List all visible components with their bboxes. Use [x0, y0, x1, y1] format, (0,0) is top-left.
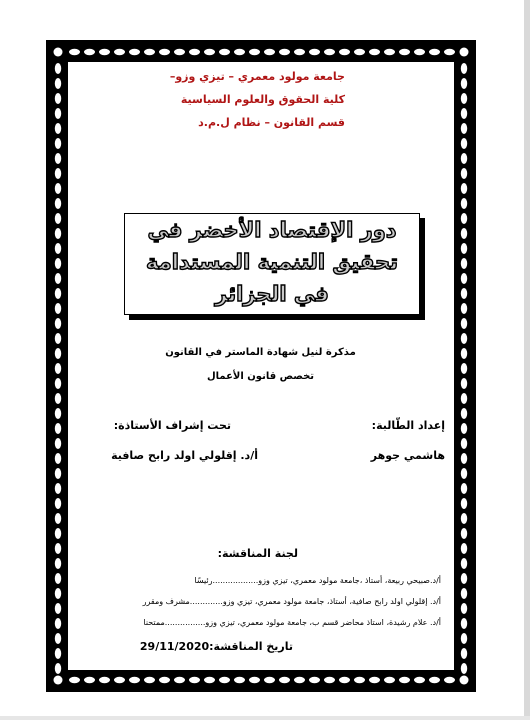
ornament-leaf	[461, 63, 467, 74]
ornament-leaf	[461, 513, 467, 524]
ornament-leaf	[55, 618, 61, 629]
ornament-leaf	[55, 93, 61, 104]
ornament-leaf	[461, 348, 467, 359]
ornament-leaf	[55, 423, 61, 434]
supervisor-name: أ/د. إقلولي اولد رابح صافية	[111, 449, 258, 462]
ornament-leaf	[144, 677, 155, 683]
ornament-leaf	[55, 588, 61, 599]
ornament-leaf	[461, 93, 467, 104]
ornament-leaf	[204, 677, 215, 683]
student-label: إعداد الطّالبة:	[371, 419, 445, 432]
ornament-leaf	[461, 108, 467, 119]
ornament-leaf	[461, 663, 467, 674]
ornament-leaf	[354, 677, 365, 683]
committee-member: أ/د. إقلولي اولد رابح صافية، أستاذ، جامعة مولود معمري، تيزي وزو.............مشرف ومقرر	[142, 597, 441, 606]
ornament-leaf	[55, 633, 61, 644]
committee-label: لجنة المناقشة:	[217, 547, 298, 560]
ornament-leaf	[429, 49, 440, 55]
ornament-leaf	[461, 438, 467, 449]
ornament-leaf	[461, 123, 467, 134]
ornament-leaf	[55, 63, 61, 74]
ornament-leaf	[461, 408, 467, 419]
ornament-leaf	[189, 677, 200, 683]
ornament-leaf	[461, 198, 467, 209]
ornament-leaf	[339, 677, 350, 683]
ornament-leaf	[234, 49, 245, 55]
ornament-leaf	[294, 677, 305, 683]
ornament-leaf	[384, 677, 395, 683]
ornament-leaf	[461, 183, 467, 194]
ornament-leaf	[55, 153, 61, 164]
ornament-leaf	[55, 348, 61, 359]
ornament-leaf	[309, 49, 320, 55]
ornament-leaf	[55, 363, 61, 374]
ornament-leaf	[55, 213, 61, 224]
ornament-leaf	[264, 677, 275, 683]
ornament-leaf	[84, 49, 95, 55]
ornament-leaf	[414, 49, 425, 55]
ornament-leaf	[55, 168, 61, 179]
ornament-leaf	[174, 49, 185, 55]
ornament-leaf	[204, 49, 215, 55]
ornament-leaf	[55, 453, 61, 464]
ornament-leaf	[461, 273, 467, 284]
ornament-leaf	[55, 243, 61, 254]
student-name: هاشمي جوهر	[370, 449, 445, 462]
title-line-1: دور الإقتصاد الأخضر في	[147, 218, 397, 242]
ornament-leaf	[444, 49, 455, 55]
ornament-leaf	[55, 378, 61, 389]
ornament-leaf	[55, 483, 61, 494]
ornament-leaf	[461, 363, 467, 374]
ornament-leaf	[369, 49, 380, 55]
ornament-corner	[54, 676, 63, 685]
ornament-leaf	[384, 49, 395, 55]
ornament-leaf	[99, 49, 110, 55]
ornament-leaf	[55, 513, 61, 524]
ornament-leaf	[461, 468, 467, 479]
ornament-leaf	[55, 543, 61, 554]
ornament-leaf	[461, 528, 467, 539]
ornament-leaf	[339, 49, 350, 55]
ornament-leaf	[114, 677, 125, 683]
page-edge-bottom	[0, 716, 530, 720]
inner-page	[67, 61, 455, 671]
ornament-leaf	[279, 677, 290, 683]
ornament-leaf	[55, 438, 61, 449]
department-name: قسم القانون – نظام ل.م.د	[198, 116, 345, 129]
ornament-leaf	[55, 393, 61, 404]
ornament-leaf	[461, 453, 467, 464]
ornament-leaf	[55, 318, 61, 329]
ornament-leaf	[159, 677, 170, 683]
ornament-leaf	[461, 483, 467, 494]
ornament-leaf	[99, 677, 110, 683]
ornament-leaf	[69, 49, 80, 55]
ornament-leaf	[369, 677, 380, 683]
committee-member: أ/د.صبيحي ربيعة، أستاذ ،جامعة مولود معمري، تيزي وزو..................رئيسًا	[194, 576, 441, 585]
ornament-leaf	[354, 49, 365, 55]
ornament-leaf	[55, 273, 61, 284]
ornament-leaf	[219, 49, 230, 55]
ornament-leaf	[264, 49, 275, 55]
ornament-leaf	[55, 288, 61, 299]
ornament-leaf	[279, 49, 290, 55]
ornament-leaf	[461, 303, 467, 314]
ornament-corner	[54, 48, 63, 57]
ornament-leaf	[461, 243, 467, 254]
supervisor-label: تحت إشراف الأستاذة:	[113, 419, 231, 432]
ornament-leaf	[461, 543, 467, 554]
committee-member: أ/د. علام رشيدة، استاذ محاضر قسم ب، جامعة مولود معمري، تيزي وزو................ممتحنا	[143, 618, 441, 627]
ornament-leaf	[294, 49, 305, 55]
ornament-leaf	[55, 468, 61, 479]
ornament-leaf	[55, 408, 61, 419]
ornament-leaf	[461, 213, 467, 224]
ornament-corner	[460, 48, 469, 57]
ornament-leaf	[461, 228, 467, 239]
ornament-leaf	[399, 49, 410, 55]
title-line-2: تحقيق التنمية المستدامة	[145, 250, 399, 274]
ornament-leaf	[129, 49, 140, 55]
ornament-leaf	[84, 677, 95, 683]
ornament-leaf	[69, 677, 80, 683]
ornament-leaf	[144, 49, 155, 55]
page-edge	[524, 0, 530, 720]
ornament-corner	[460, 676, 469, 685]
ornament-leaf	[461, 333, 467, 344]
ornament-leaf	[55, 138, 61, 149]
ornament-leaf	[461, 378, 467, 389]
ornament-leaf	[55, 78, 61, 89]
ornament-leaf	[55, 558, 61, 569]
ornament-leaf	[461, 168, 467, 179]
ornament-leaf	[309, 677, 320, 683]
ornament-leaf	[55, 108, 61, 119]
ornament-leaf	[461, 138, 467, 149]
ornament-leaf	[324, 677, 335, 683]
ornament-leaf	[461, 78, 467, 89]
ornament-leaf	[461, 648, 467, 659]
ornament-leaf	[55, 303, 61, 314]
ornament-leaf	[461, 558, 467, 569]
ornament-leaf	[129, 677, 140, 683]
ornament-leaf	[324, 49, 335, 55]
ornament-leaf	[461, 588, 467, 599]
faculty-name: كلية الحقوق والعلوم السياسية	[180, 93, 345, 106]
ornament-leaf	[189, 49, 200, 55]
ornamental-border	[46, 40, 476, 692]
ornament-leaf	[461, 423, 467, 434]
ornament-leaf	[461, 318, 467, 329]
ornament-leaf	[461, 603, 467, 614]
ornament-leaf	[461, 618, 467, 629]
ornament-leaf	[461, 393, 467, 404]
ornament-leaf	[444, 677, 455, 683]
ornament-leaf	[55, 333, 61, 344]
ornament-leaf	[55, 258, 61, 269]
ornament-leaf	[249, 49, 260, 55]
ornament-leaf	[55, 183, 61, 194]
ornament-leaf	[55, 648, 61, 659]
ornament-leaf	[55, 198, 61, 209]
university-name: جامعة مولود معمري – تيزي وزو–	[169, 70, 345, 83]
ornament-leaf	[249, 677, 260, 683]
ornament-leaf	[461, 258, 467, 269]
ornament-leaf	[55, 528, 61, 539]
ornament-leaf	[461, 288, 467, 299]
ornament-leaf	[219, 677, 230, 683]
ornament-leaf	[55, 123, 61, 134]
ornament-leaf	[414, 677, 425, 683]
ornament-leaf	[55, 228, 61, 239]
ornament-leaf	[114, 49, 125, 55]
ornament-leaf	[55, 603, 61, 614]
ornament-leaf	[55, 498, 61, 509]
ornament-leaf	[461, 153, 467, 164]
thesis-type: مذكرة لنيل شهادة الماستر في القانون	[165, 347, 356, 358]
ornament-leaf	[55, 573, 61, 584]
ornament-leaf	[159, 49, 170, 55]
title-box	[124, 213, 420, 315]
ornament-leaf	[399, 677, 410, 683]
ornament-leaf	[461, 498, 467, 509]
ornament-leaf	[461, 633, 467, 644]
specialization: تخصص قانون الأعمال	[206, 371, 315, 382]
ornament-leaf	[55, 663, 61, 674]
document-body	[68, 62, 453, 669]
ornament-leaf	[174, 677, 185, 683]
title-line-3: في الجزائر	[215, 282, 329, 306]
defense-date: تاريخ المناقشة:29/11/2020	[139, 640, 293, 653]
ornament-leaf	[234, 677, 245, 683]
ornament-leaf	[461, 573, 467, 584]
ornament-leaf	[429, 677, 440, 683]
